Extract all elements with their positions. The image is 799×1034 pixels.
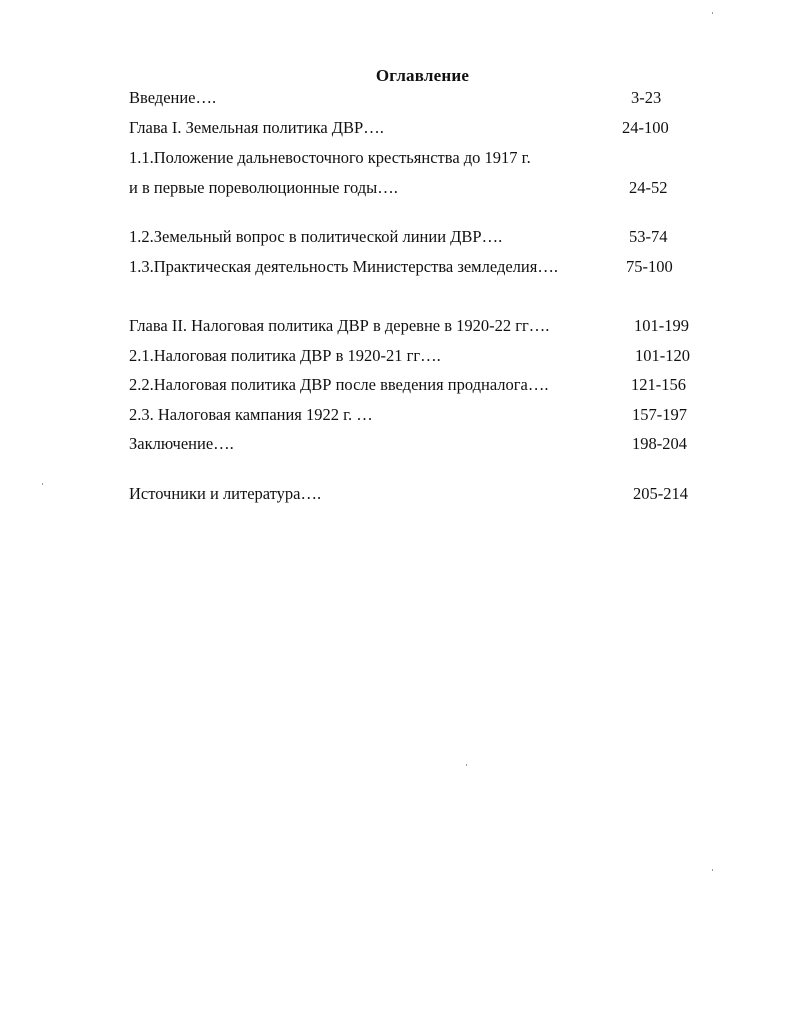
toc-pages-section-2-3: 157-197 <box>632 405 687 424</box>
toc-pages-introduction: 3-23 <box>631 88 662 107</box>
toc-entry-chapter-2: Глава II. Налоговая политика ДВР в деревне в 1920-22 гг…. <box>129 316 550 335</box>
toc-entry-section-1-3: 1.3.Практическая деятельность Министерства земледелия…. <box>129 257 558 276</box>
toc-entry-section-2-2: 2.2.Налоговая политика ДВР после введения продналога…. <box>129 375 549 394</box>
toc-pages-section-1-1: 24-52 <box>629 178 668 197</box>
toc-pages-section-1-2: 53-74 <box>629 227 668 246</box>
toc-entry-introduction: Введение…. <box>129 88 217 107</box>
toc-pages-section-2-2: 121-156 <box>631 375 686 394</box>
toc-entry-section-2-1: 2.1.Налоговая политика ДВР в 1920-21 гг…. <box>129 346 441 365</box>
toc-title: Оглавление <box>375 66 470 85</box>
toc-entry-conclusion: Заключение…. <box>129 434 234 453</box>
scan-speck <box>712 12 713 14</box>
toc-pages-conclusion: 198-204 <box>632 434 687 453</box>
toc-entry-chapter-1: Глава I. Земельная политика ДВР…. <box>129 118 384 137</box>
toc-entry-section-1-1-line-2: и в первые пореволюционные годы…. <box>129 178 398 197</box>
toc-pages-chapter-1: 24-100 <box>622 118 669 137</box>
toc-entry-section-2-3: 2.3. Налоговая кампания 1922 г. … <box>129 405 373 424</box>
toc-entry-sources: Источники и литература…. <box>129 484 322 503</box>
scan-speck <box>42 483 43 485</box>
scan-speck <box>466 764 467 766</box>
toc-pages-section-2-1: 101-120 <box>635 346 690 365</box>
toc-entry-section-1-1-line-1: 1.1.Положение дальневосточного крестьянства до 1917 г. <box>129 148 531 167</box>
scan-speck <box>712 869 713 871</box>
toc-pages-sources: 205-214 <box>633 484 688 503</box>
toc-pages-section-1-3: 75-100 <box>626 257 673 276</box>
toc-entry-section-1-2: 1.2.Земельный вопрос в политической линии ДВР…. <box>129 227 503 246</box>
toc-pages-chapter-2: 101-199 <box>634 316 689 335</box>
